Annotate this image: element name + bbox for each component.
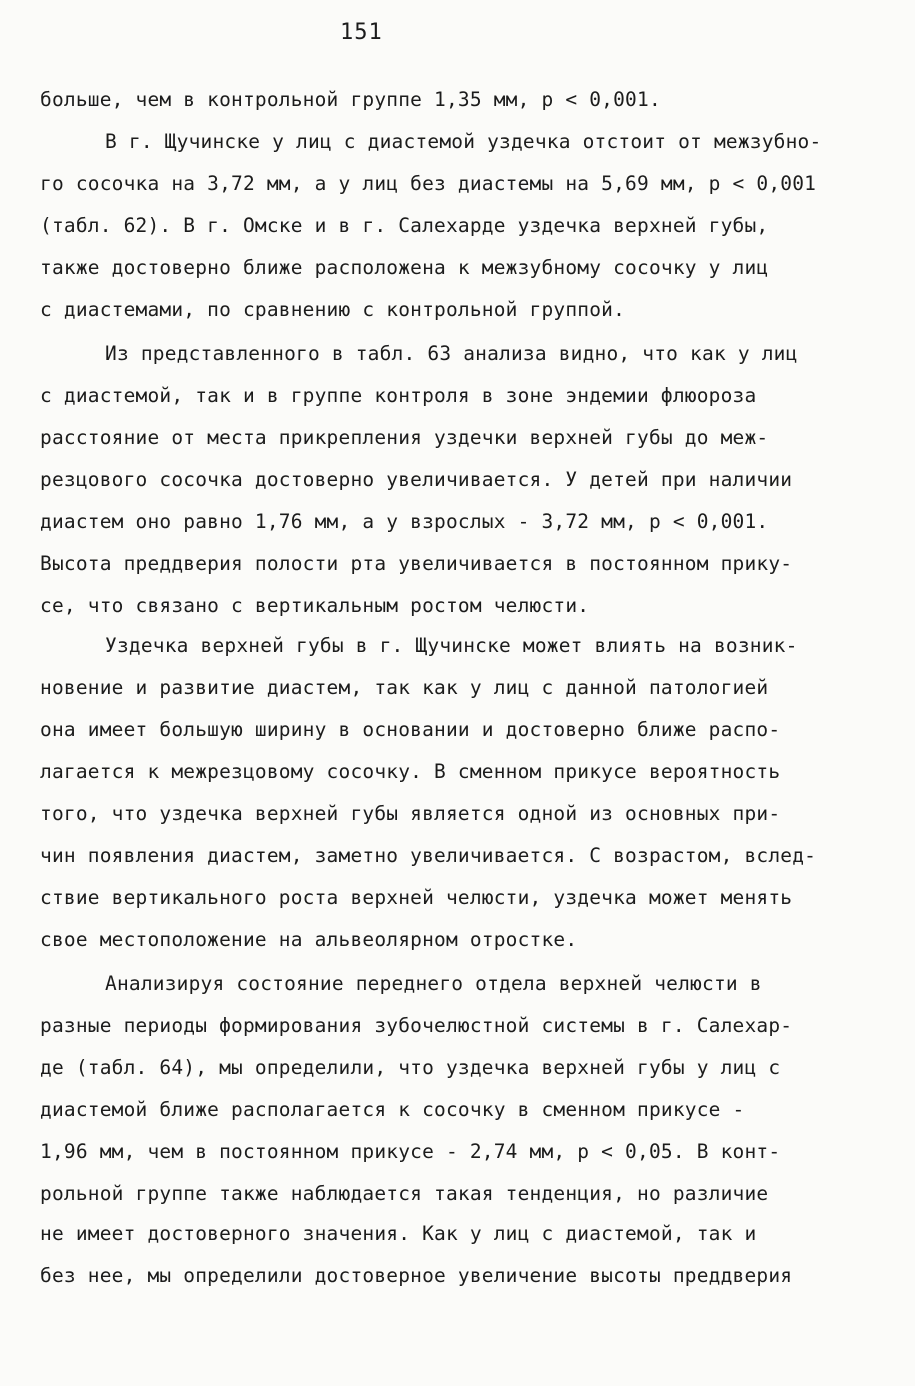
text-line: Высота преддверия полости рта увеличивается в постоянном прику- [40,552,793,575]
text-line: рольной группе также наблюдается такая тенденция, но различие [40,1182,769,1205]
text-line: расстояние от места прикрепления уздечки верхней губы до меж- [40,426,769,449]
text-line: де (табл. 64), мы определили, что уздечка верхней губы у лиц с [40,1056,781,1079]
text-line: се, что связано с вертикальным ростом челюсти. [40,594,590,617]
text-line: с диастемами, по сравнению с контрольной группой. [40,298,626,321]
text-line: 1,96 мм, чем в постоянном прикусе - 2,74 мм, р < 0,05. В конт- [40,1140,781,1163]
text-line: свое местоположение на альвеолярном отростке. [40,928,578,951]
text-line: В г. Щучинске у лиц с диастемой уздечка отстоит от межзубно- [105,130,822,153]
text-line: ствие вертикального роста верхней челюсти, уздечка может менять [40,886,793,909]
text-line: с диастемой, так и в группе контроля в зоне эндемии флюороза [40,384,757,407]
text-line: диастемой ближе располагается к сосочку в сменном прикусе - [40,1098,745,1121]
text-line: Из представленного в табл. 63 анализа видно, что как у лиц [105,342,798,365]
text-line: лагается к межрезцовому сосочку. В сменном прикусе вероятность [40,760,781,783]
text-line: го сосочка на 3,72 мм, а у лиц без диастемы на 5,69 мм, р < 0,001 [40,172,817,195]
text-line: без нее, мы определили достоверное увеличение высоты преддверия [40,1264,793,1287]
text-line: она имеет большую ширину в основании и достоверно ближе распо- [40,718,781,741]
text-line: (табл. 62). В г. Омске и в г. Салехарде уздечка верхней губы, [40,214,769,237]
text-line: чин появления диастем, заметно увеличивается. С возрастом, вслед- [40,844,817,867]
text-line: новение и развитие диастем, так как у лиц с данной патологией [40,676,769,699]
text-line: Анализируя состояние переднего отдела верхней челюсти в [105,972,762,995]
text-line: резцового сосочка достоверно увеличивается. У детей при наличии [40,468,793,491]
text-line: также достоверно ближе расположена к межзубному сосочку у лиц [40,256,769,279]
text-line: разные периоды формирования зубочелюстной системы в г. Салехар- [40,1014,793,1037]
text-line: не имеет достоверного значения. Как у лиц с диастемой, так и [40,1222,757,1245]
page-number: 151 [340,20,383,45]
text-line: диастем оно равно 1,76 мм, а у взрослых - 3,72 мм, р < 0,001. [40,510,769,533]
text-line: того, что уздечка верхней губы является одной из основных при- [40,802,781,825]
text-line: больше, чем в контрольной группе 1,35 мм, р < 0,001. [40,88,661,111]
text-line: Уздечка верхней губы в г. Щучинске может влиять на возник- [105,634,798,657]
